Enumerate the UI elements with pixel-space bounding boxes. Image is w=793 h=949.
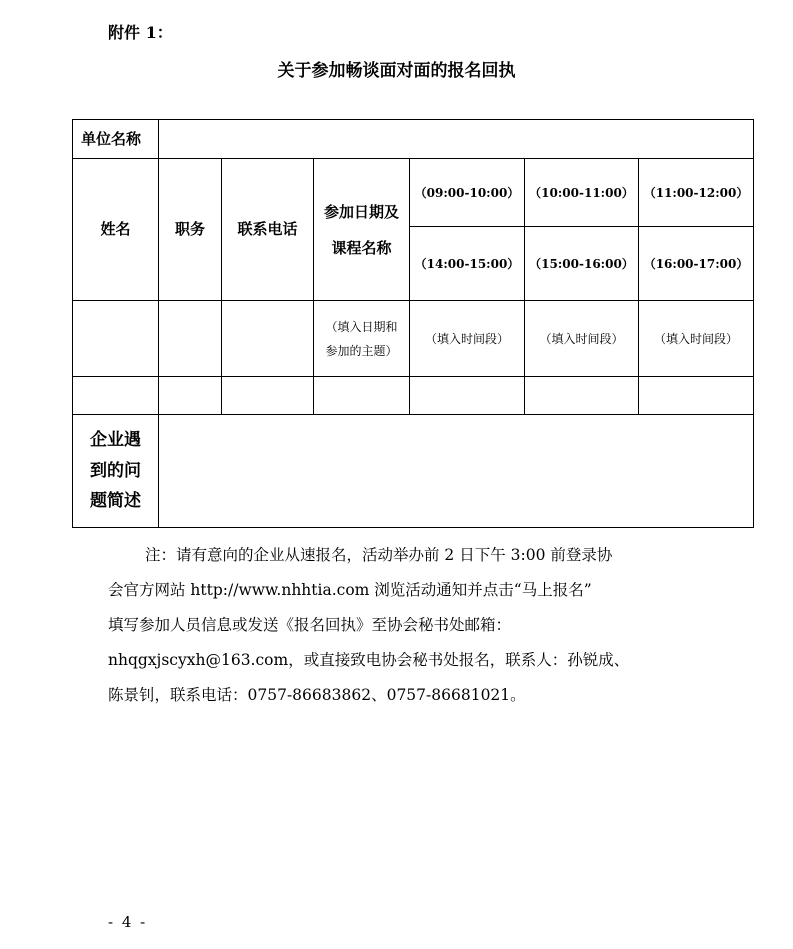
position-cell[interactable]: [159, 301, 222, 377]
time-slot-afternoon-2: （15:00-16:00）: [525, 227, 639, 301]
slot-hint-cell-1[interactable]: （填入时间段）: [410, 301, 525, 377]
slot-hint-cell-3[interactable]: （填入时间段）: [639, 301, 754, 377]
slot-hint-cell-2[interactable]: （填入时间段）: [525, 301, 639, 377]
registration-note: [108, 538, 708, 713]
problems-label-line2: 到的问: [90, 460, 141, 481]
phone-header: 联系电话: [222, 159, 314, 301]
page-title: 关于参加畅谈面对面的报名回执: [277, 61, 516, 81]
date-course-hint-cell[interactable]: [314, 301, 410, 377]
slot-cell[interactable]: [410, 377, 525, 415]
note-line-4: nhqgxjscyxh@163.com，或直接致电协会秘书处报名，联系人：孙锐成、: [108, 651, 630, 669]
problems-label: [73, 415, 159, 528]
unit-name-label: 单位名称: [73, 120, 159, 159]
page-number: - 4 -: [108, 913, 148, 931]
date-course-header-line2: 课程名称: [331, 238, 392, 257]
name-cell[interactable]: [73, 301, 159, 377]
date-course-header-line1: 参加日期及: [323, 202, 399, 221]
phone-cell[interactable]: [222, 377, 314, 415]
note-line-2: 会官方网站 http://www.nhhtia.com 浏览活动通知并点击“马上报名”: [108, 581, 592, 599]
slot-cell[interactable]: [525, 377, 639, 415]
phone-cell[interactable]: [222, 301, 314, 377]
note-line-3: 填写参加人员信息或发送《报名回执》至协会秘书处邮箱：: [108, 616, 512, 634]
date-course-header: [314, 159, 410, 301]
time-slot-morning-1: （09:00-10:00）: [410, 159, 525, 227]
attachment-label: 附件 1：: [108, 23, 173, 42]
slot-cell[interactable]: [639, 377, 754, 415]
name-cell[interactable]: [73, 377, 159, 415]
date-course-hint-line1: （填入日期和: [325, 319, 398, 334]
position-header: 职务: [159, 159, 222, 301]
time-slot-morning-3: （11:00-12:00）: [639, 159, 754, 227]
name-header: 姓名: [73, 159, 159, 301]
time-slot-afternoon-1: （14:00-15:00）: [410, 227, 525, 301]
date-course-hint-line2: 参加的主题）: [325, 343, 398, 358]
time-slot-morning-2: （10:00-11:00）: [525, 159, 639, 227]
problems-label-line1: 企业遇: [90, 430, 141, 451]
position-cell[interactable]: [159, 377, 222, 415]
problems-field[interactable]: [159, 415, 754, 528]
registration-form-table: [72, 119, 754, 528]
date-course-cell[interactable]: [314, 377, 410, 415]
note-line-5: 陈景钊，联系电话：0757-86683862、0757-86681021。: [108, 686, 526, 704]
note-line-1: 注：请有意向的企业从速报名，活动举办前 2 日下午 3:00 前登录协: [145, 546, 613, 564]
problems-label-line3: 题简述: [90, 491, 141, 512]
unit-name-field[interactable]: [159, 120, 754, 159]
time-slot-afternoon-3: （16:00-17:00）: [639, 227, 754, 301]
